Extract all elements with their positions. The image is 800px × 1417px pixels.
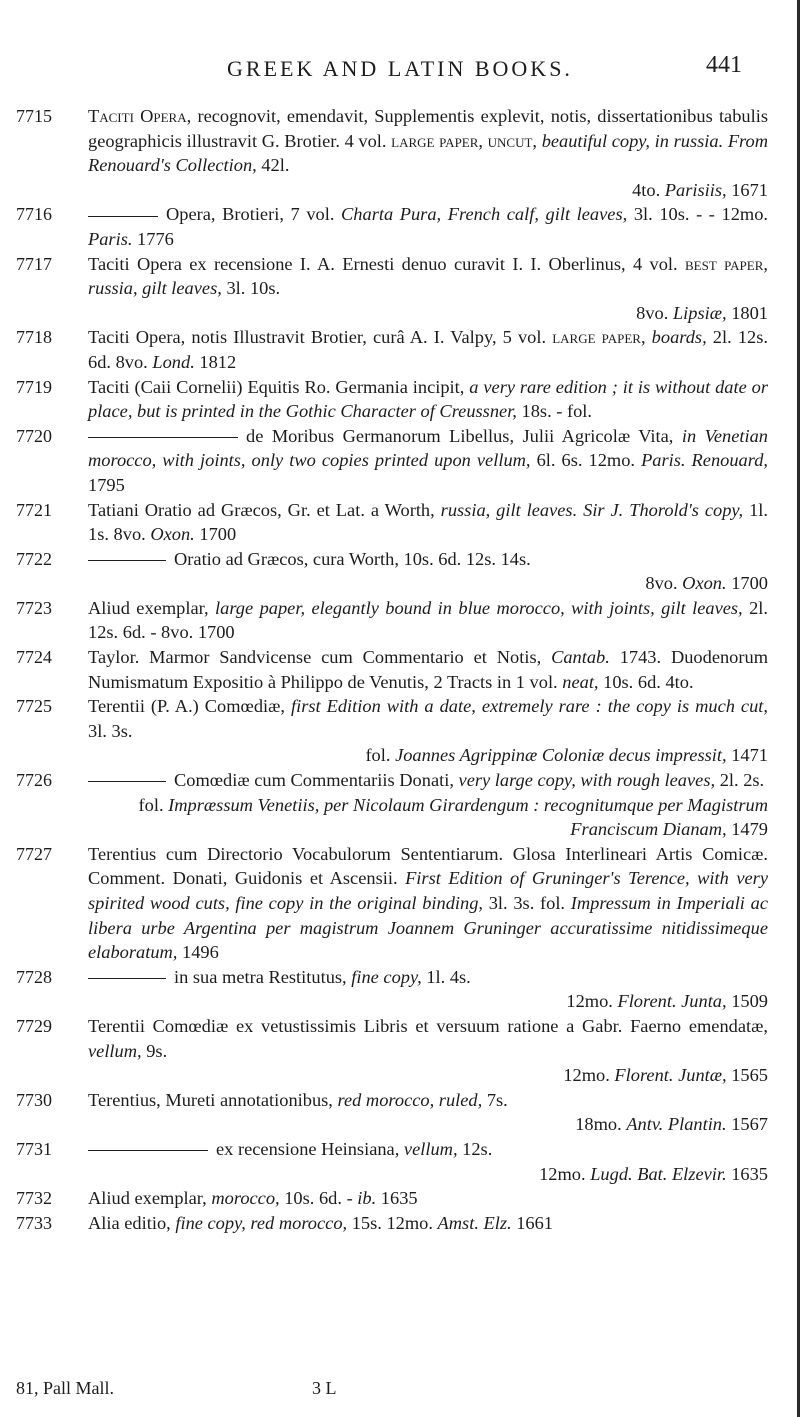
entry-text: Opera, Brotieri, 7 vol. [166,204,342,225]
entry-italic-text: Lugd. Bat. Elzevir. [590,1163,727,1184]
catalogue-entry [16,645,768,694]
catalogue-entry [16,965,768,1014]
entry-text: 3l. 3s. fol. [483,893,571,913]
entry-italic-text: morocco, [211,1188,280,1209]
entry-description [88,770,764,790]
catalogue-entry [16,498,768,547]
entry-text: 18s. - fol. [516,401,593,422]
entry-text: 1471 [726,745,768,766]
entry-number: 7731 [16,1138,52,1159]
entry-italic-text: Oxon. [150,524,195,545]
entry-text: 2l. 12s. 6d. - 8vo. 1700 [88,597,768,643]
entry-description [88,967,471,987]
ditto-rule [88,1150,208,1151]
entry-text: 1635 [376,1188,418,1209]
entry-italic-text: large paper, elegantly bound in blue morocco, with joints, gilt leaves, [215,597,743,618]
catalogue-entry [16,1014,768,1088]
entry-description [88,327,768,372]
entry-number: 7716 [16,204,52,225]
entry-text: 15s. 12mo. [347,1212,438,1233]
ditto-rule [88,437,238,438]
entry-text: in sua metra Restitutus, [174,966,352,987]
catalogue-entry [16,768,768,842]
entry-description [88,426,768,495]
entry-number: 7729 [16,1015,52,1036]
entry-text: 1661 [511,1212,554,1233]
entry-imprint [88,1063,768,1088]
entry-italic-text: Parisiis, [664,179,727,200]
entry-imprint [88,178,768,203]
entry-text: 10s. 6d. - [279,1188,358,1209]
entry-text: 1795 [88,474,125,495]
entry-number: 7724 [16,647,52,668]
entry-text: 1509 [726,991,768,1012]
entry-text: large paper, [552,327,646,348]
entry-text: 1700 [726,573,768,594]
entry-text: best paper, [684,253,768,274]
entry-number: 7721 [16,499,52,520]
entry-text: Taciti (Caii Cornelii) Equitis Ro. Germania incipit, [88,376,470,397]
entry-italic-text: ib. [357,1188,377,1209]
entry-text: ex recensione Heinsiana, [216,1138,404,1159]
entry-text: 8vo. [645,573,683,594]
entry-text: 12s. [457,1138,493,1159]
entry-italic-text: Florent. Junta, [617,991,727,1012]
entry-italic-text: neat, [562,671,599,692]
entry-text: , recognovit, emendavit, Supplementis explevit, notis, dissertationibus tabulis geographicis illustravit G. Brotier. 4 vol. [88,106,768,151]
entry-number: 7720 [16,425,52,446]
entry-number: 7725 [16,696,52,717]
entry-text: large paper, uncut, [391,130,538,151]
entry-text: Terentius, Mureti annotationibus, [88,1089,338,1110]
entry-italic-text: russia, gilt leaves. Sir J. Thorold's copy, [440,499,744,520]
ditto-rule [88,781,166,782]
entry-description [88,377,768,422]
entry-text: 2l. 12s. 6d. 8vo. [88,327,768,372]
entry-text: 1801 [726,302,768,323]
catalogue-entry [16,547,768,596]
entry-text: Alia editio, [88,1212,176,1233]
entry-text: 1567 [726,1114,768,1135]
entry-text: Taciti Opera [88,106,187,126]
entry-text: 1776 [132,228,174,249]
entry-italic-text: Joannes Agrippinæ Coloniæ decus impressit, [395,745,727,766]
ditto-rule [88,560,166,561]
entry-italic-text: russia, gilt leaves, [88,278,222,299]
entry-italic-text: very large copy, with rough leaves, [458,770,716,791]
catalogue-entry [16,375,768,424]
entry-number: 7715 [16,106,52,126]
entry-italic-text: fine copy, [351,966,422,987]
entry-italic-text: Paris. [88,228,133,249]
entry-text: fol. [138,794,169,815]
entry-imprint [88,743,768,768]
entry-italic-text: Oxon. [682,573,727,594]
entry-italic-text: a very rare edition ; it is without date or place, but is printed in the Gothic Character of Creussner, [88,376,769,422]
entry-text: 12mo. [566,991,618,1012]
entry-number: 7717 [16,253,52,274]
entry-text: Terentius cum Directorio Vocabulorum Sententiarum. Glosa Interlineari Artis Comicæ. Comment. Donati, Guidonis et Ascensii. [88,843,768,889]
entry-number: 7732 [16,1188,52,1209]
entry-text: Taciti Opera ex recensione I. A. Ernesti denuo curavit I. I. Oberlinus, 4 vol. [88,253,685,274]
entry-description [88,106,768,175]
entry-number: 7723 [16,597,52,618]
entry-imprint [88,301,768,326]
entry-description [88,254,768,299]
entry-text: 42l. [256,155,290,176]
entry-text: 6l. 6s. 12mo. [530,450,642,471]
catalogue-entry [16,1088,768,1137]
entry-italic-text: Antv. Plantin. [626,1114,727,1135]
entry-number: 7728 [16,966,52,987]
entry-number: 7719 [16,376,52,397]
entry-text: 1565 [726,1065,768,1086]
entry-italic-text: fine copy, red morocco, [175,1212,348,1233]
entry-text: 1l. 1s. 8vo. [88,499,768,545]
entry-number: 7730 [16,1089,52,1110]
entry-number: 7718 [16,327,52,348]
entry-description [88,1213,553,1233]
entry-text: 1743. Duodenorum Numismatum Expositio à Philippo de Venutis, 2 Tracts in 1 vol. [88,647,768,692]
entry-text: Oratio ad Græcos, cura Worth, 10s. 6d. 12s. 14s. [174,548,531,569]
entry-italic-text: boards, [651,327,707,348]
entry-description [88,1188,418,1208]
entry-italic-text: Amst. Elz. [437,1212,512,1233]
entry-italic-text: in Venetian morocco, with joints, only two copies printed upon vellum, [88,425,768,471]
entry-italic-text: Cantab. [551,647,610,668]
page-number: 441 [706,52,742,78]
catalogue-entry [16,1211,768,1236]
entry-text: de Moribus Germanorum Libellus, Julii Agricolæ Vita, [246,425,682,446]
catalogue-entry [16,202,768,251]
entry-text: Terentii (P. A.) Comœdiæ, [88,696,291,717]
entry-italic-text: Lond. [152,351,195,372]
entry-description [88,598,768,643]
entry-text: 1812 [194,351,237,372]
entry-text: 1671 [726,179,768,200]
catalogue-entry [16,596,768,645]
running-title: GREEK AND LATIN BOOKS. [227,56,573,81]
entry-text: Taciti Opera, notis Illustravit Brotier, curâ A. I. Valpy, 5 vol. [88,327,553,348]
entry-italic-text: Impræssum Venetiis, per Nicolaum Girardengum : recognitumque per Magistrum Franciscum Dianam, [168,794,768,840]
signature-mark: 3 L [312,1378,337,1398]
catalogue-entries [16,104,768,1235]
entry-description [88,204,768,249]
entry-text: 1496 [177,942,219,963]
entry-number: 7733 [16,1212,52,1233]
entry-description [88,1139,492,1159]
entry-text: 1479 [726,819,768,840]
entry-imprint [88,989,768,1014]
entry-text: 1l. 4s. [421,966,471,987]
entry-text: Aliud exemplar, [88,1188,212,1209]
entry-description [88,1090,508,1110]
entry-text: 2l. 2s. [715,770,765,791]
entry-number: 7727 [16,843,52,864]
entry-italic-text: vellum, [403,1138,458,1159]
entry-italic-text: red morocco, ruled, [337,1089,483,1110]
entry-italic-text: Lipsiæ, [672,302,727,323]
entry-text: 3l. 3s. [88,720,133,741]
entry-italic-text: Florent. Juntæ, [614,1065,727,1086]
catalogue-entry [16,1137,768,1186]
entry-text: Tatiani Oratio ad Græcos, Gr. et Lat. a Worth, [88,499,441,520]
entry-text: Taylor. Marmor Sandvicense cum Commentario et Notis, [88,647,552,668]
entry-description [88,844,768,962]
entry-imprint [88,571,768,596]
entry-text: 12mo. [563,1065,615,1086]
entry-text: 1700 [194,524,237,545]
entry-description [88,1016,768,1061]
entry-imprint [88,1162,768,1187]
entry-text: 8vo. [636,302,673,323]
entry-italic-text: First Edition of Gruninger's Terence, with very spirited wood cuts, fine copy in the original binding, [88,868,769,913]
catalogue-entry [16,424,768,498]
entry-text: 4to. [632,179,665,200]
entry-italic-text: Paris. Renouard, [641,450,769,471]
entry-description [88,647,768,692]
ditto-rule [88,216,158,217]
entry-text: 7s. [482,1089,508,1110]
entry-italic-text: first Edition with a date, extremely rare : the copy is much cut, [290,696,768,717]
entry-italic-text: Impressum in Imperiali ac libera urbe Argentina per magistrum Joannem Gruninger accuratissime nitidissimeque elaboratum, [88,893,768,963]
ditto-rule [88,978,166,979]
entry-text: 18mo. [575,1114,627,1135]
entry-number: 7726 [16,770,52,791]
entry-description [88,549,531,569]
entry-text: Terentii Comœdiæ ex vetustissimis Libris et versuum ratione a Gabr. Faerno emendatæ, [88,1015,768,1036]
entry-text: 9s. [141,1040,168,1061]
catalogue-entry [16,252,768,326]
entry-imprint [88,793,768,842]
entry-description [88,696,768,741]
entry-italic-text: vellum, [88,1040,142,1061]
entry-text: 10s. 6d. 4to. [598,671,694,692]
catalogue-entry [16,104,768,202]
entry-text: 3l. 10s. [221,278,281,299]
entry-italic-text: Charta Pura, French calf, gilt leaves, [341,204,628,225]
catalogue-entry [16,694,768,768]
entry-text: 12mo. [539,1163,591,1184]
catalogue-entry [16,325,768,374]
footer-address: 81, Pall Mall. [16,1378,114,1398]
entry-number: 7722 [16,548,52,569]
entry-text: Comœdiæ cum Commentariis Donati, [174,770,459,791]
entry-italic-text: beautiful copy, in russia. From Renouard's Collection, [88,130,768,176]
catalogue-entry [16,842,768,965]
entry-text: fol. [365,745,396,766]
entry-text: 3l. 10s. - - 12mo. [627,204,769,225]
entry-description [88,500,768,545]
entry-text: 1635 [726,1163,768,1184]
entry-imprint [88,1112,768,1137]
entry-text: Aliud exemplar, [88,597,216,618]
catalogue-entry [16,1186,768,1211]
